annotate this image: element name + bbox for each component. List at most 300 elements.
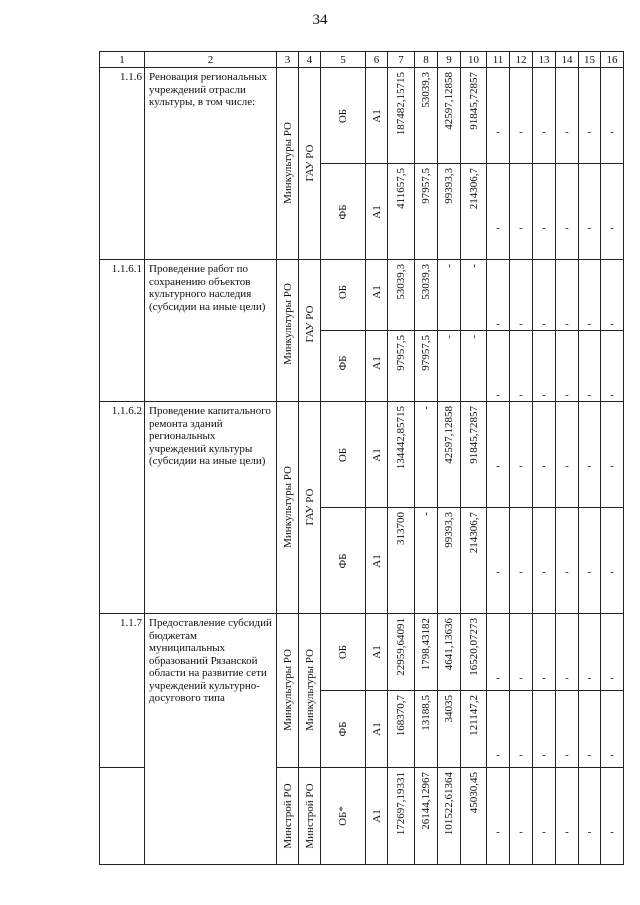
empty-mark: - xyxy=(610,460,614,472)
column-header: 15 xyxy=(579,52,601,68)
empty-cell xyxy=(601,260,624,331)
amount-cell-text: 97957,5 xyxy=(420,335,432,371)
empty-cell xyxy=(579,260,601,331)
empty-mark: - xyxy=(519,222,523,234)
amount-cell xyxy=(438,164,461,260)
funding-source-text: ОБ xyxy=(337,284,349,300)
empty-mark: - xyxy=(565,749,569,761)
empty-mark: - xyxy=(496,672,500,684)
amount-cell xyxy=(388,331,415,402)
executor-cell-text: Минстрой РО xyxy=(281,783,294,849)
executor-cell-wrap xyxy=(277,614,298,766)
empty-cell xyxy=(533,768,556,865)
amount-cell-wrap xyxy=(415,402,437,507)
empty-cell xyxy=(510,614,533,691)
funding-code-text: А1 xyxy=(370,356,383,370)
funding-code-text: А1 xyxy=(370,722,383,736)
page-number: 34 xyxy=(312,12,328,28)
funding-code-wrap xyxy=(366,768,387,864)
amount-cell-text: - xyxy=(443,264,455,268)
funding-code xyxy=(366,68,388,164)
funding-code xyxy=(366,691,388,768)
amount-cell-wrap xyxy=(461,164,486,259)
empty-mark: - xyxy=(542,460,546,472)
amount-cell xyxy=(461,331,487,402)
amount-cell-wrap xyxy=(461,402,486,507)
empty-cell xyxy=(601,508,624,614)
empty-cell xyxy=(533,508,556,614)
empty-cell xyxy=(487,331,510,402)
amount-cell xyxy=(388,68,415,164)
amount-cell xyxy=(388,164,415,260)
amount-cell-text: - xyxy=(420,512,432,516)
funding-code-wrap xyxy=(366,402,387,507)
recipient-cell-wrap xyxy=(299,402,320,612)
amount-cell-text: 45030,45 xyxy=(467,772,480,814)
recipient-cell-text: ГАУ РО xyxy=(303,488,316,526)
empty-mark: - xyxy=(610,672,614,684)
amount-cell-text: 4641,13636 xyxy=(443,618,455,671)
funding-source xyxy=(321,164,366,260)
empty-cell xyxy=(510,508,533,614)
column-header: 11 xyxy=(487,52,510,68)
amount-cell-wrap xyxy=(388,331,414,395)
column-header: 4 xyxy=(299,52,321,68)
column-header: 3 xyxy=(277,52,299,68)
executor-cell-text: Минкультуры РО xyxy=(281,466,294,548)
empty-mark: - xyxy=(565,460,569,472)
empty-cell xyxy=(601,331,624,402)
item-name: Предоставление субсидий бюджетам муниципальных образований Рязанской области на развитие сети учреждений культурно-досугового типа xyxy=(145,614,277,865)
amount-cell-text: 53039,3 xyxy=(395,264,407,300)
empty-mark: - xyxy=(519,672,523,684)
amount-cell-wrap xyxy=(415,260,437,324)
empty-cell xyxy=(601,164,624,260)
empty-cell xyxy=(487,768,510,865)
amount-cell xyxy=(388,768,415,865)
amount-cell-text: 53039,3 xyxy=(420,72,432,108)
empty-mark: - xyxy=(610,566,614,578)
funding-code xyxy=(366,331,388,402)
executor-cell-text: Минкультуры РО xyxy=(281,283,294,365)
empty-mark: - xyxy=(587,749,592,761)
funding-code-text: А1 xyxy=(370,285,383,299)
amount-cell-text: 53039,3 xyxy=(420,264,432,300)
empty-mark: - xyxy=(610,389,614,401)
funding-code-wrap xyxy=(366,260,387,324)
amount-cell xyxy=(461,508,487,614)
empty-cell xyxy=(556,260,579,331)
amount-cell-wrap xyxy=(388,508,414,613)
funding-source-wrap xyxy=(321,164,365,259)
funding-code-text: А1 xyxy=(370,108,383,123)
funding-source-wrap xyxy=(321,260,365,324)
empty-mark: - xyxy=(519,460,523,472)
empty-mark: - xyxy=(542,318,546,330)
empty-cell xyxy=(533,614,556,691)
column-header: 13 xyxy=(533,52,556,68)
funding-code xyxy=(366,614,388,691)
executor-cell-wrap xyxy=(277,402,298,612)
table-row xyxy=(100,402,624,508)
empty-mark: - xyxy=(587,126,592,138)
amount-cell-wrap xyxy=(415,508,437,613)
amount-cell-text: 121147,2 xyxy=(467,695,480,736)
amount-cell-wrap xyxy=(438,331,460,395)
empty-cell xyxy=(579,508,601,614)
amount-cell xyxy=(415,164,438,260)
funding-source xyxy=(321,402,366,508)
recipient-cell xyxy=(299,768,321,865)
empty-mark: - xyxy=(610,126,614,138)
amount-cell xyxy=(461,768,487,865)
funding-code xyxy=(366,164,388,260)
executor-cell xyxy=(277,260,299,402)
empty-mark: - xyxy=(496,318,500,330)
empty-mark: - xyxy=(610,222,614,234)
item-name: Реновация региональных учреждений отрасли культуры, в том числе: xyxy=(145,68,277,260)
executor-cell-text: Минкультуры РО xyxy=(281,122,294,204)
amount-cell xyxy=(438,508,461,614)
amount-cell-wrap xyxy=(461,768,486,864)
amount-cell-text: 411657,5 xyxy=(395,168,407,209)
empty-cell xyxy=(510,164,533,260)
funding-source xyxy=(321,691,366,768)
amount-cell xyxy=(438,260,461,331)
item-number-empty xyxy=(100,768,145,865)
empty-mark: - xyxy=(542,389,546,401)
amount-cell-text: 172697,19331 xyxy=(395,772,407,836)
amount-cell-wrap xyxy=(415,68,437,163)
item-name: Проведение капитального ремонта зданий региональных учреждений культуры (субсидии на иные цели) xyxy=(145,402,277,614)
recipient-cell-text: ГАУ РО xyxy=(303,144,316,182)
amount-cell-text: 97957,5 xyxy=(395,335,407,371)
empty-cell xyxy=(601,614,624,691)
empty-cell xyxy=(579,402,601,508)
amount-cell-wrap xyxy=(461,68,486,163)
amount-cell-wrap xyxy=(438,691,460,767)
funding-source-wrap xyxy=(321,691,365,767)
recipient-cell xyxy=(299,614,321,768)
empty-mark: - xyxy=(565,826,569,838)
empty-cell xyxy=(579,691,601,768)
amount-cell xyxy=(415,402,438,508)
empty-cell xyxy=(533,68,556,164)
funding-code-wrap xyxy=(366,331,387,395)
amount-cell-text: 16520,07273 xyxy=(467,618,480,676)
funding-source-wrap xyxy=(321,68,365,163)
empty-cell xyxy=(487,164,510,260)
empty-cell xyxy=(510,691,533,768)
amount-cell xyxy=(438,402,461,508)
empty-cell xyxy=(556,691,579,768)
amount-cell-text: 91845,72857 xyxy=(467,72,480,130)
amount-cell-text: 313700 xyxy=(395,512,407,545)
amount-cell-wrap xyxy=(461,331,486,395)
funding-source-text: ОБ* xyxy=(337,806,349,826)
funding-source xyxy=(321,331,366,402)
empty-cell xyxy=(533,260,556,331)
amount-cell xyxy=(461,691,487,768)
amount-cell-text: - xyxy=(467,264,480,268)
empty-cell xyxy=(601,691,624,768)
executor-cell xyxy=(277,614,299,768)
table-row xyxy=(100,260,624,331)
amount-cell-wrap xyxy=(461,260,486,324)
amount-cell-wrap xyxy=(415,768,437,864)
item-number: 1.1.6.2 xyxy=(100,402,145,614)
funding-source xyxy=(321,614,366,691)
funding-code xyxy=(366,768,388,865)
funding-source-text: ОБ xyxy=(337,447,349,462)
amount-cell xyxy=(415,68,438,164)
empty-cell xyxy=(533,402,556,508)
recipient-cell-wrap xyxy=(299,768,320,864)
table-body xyxy=(100,52,624,865)
amount-cell-wrap xyxy=(461,691,486,767)
amount-cell-text: 26144,12967 xyxy=(420,772,432,830)
amount-cell-wrap xyxy=(438,164,460,259)
funding-code-wrap xyxy=(366,508,387,613)
amount-cell-text: 168370,7 xyxy=(395,695,407,737)
empty-cell xyxy=(556,164,579,260)
empty-cell xyxy=(556,68,579,164)
amount-cell xyxy=(438,614,461,691)
funding-source xyxy=(321,508,366,614)
amount-cell-text: 42597,12858 xyxy=(443,406,455,464)
empty-mark: - xyxy=(542,566,546,578)
amount-cell-wrap xyxy=(438,768,460,864)
executor-cell-text: Минкультуры РО xyxy=(281,649,294,731)
funding-code-wrap xyxy=(366,68,387,163)
funding-source-text: ОБ xyxy=(337,108,349,123)
funding-source-text: ФБ xyxy=(337,721,349,737)
empty-mark: - xyxy=(565,389,569,401)
empty-cell xyxy=(510,68,533,164)
empty-cell xyxy=(510,260,533,331)
amount-cell xyxy=(461,402,487,508)
empty-cell xyxy=(510,402,533,508)
amount-cell-wrap xyxy=(438,260,460,324)
funding-code xyxy=(366,260,388,331)
funding-source-text: ОБ xyxy=(337,644,349,660)
amount-cell-wrap xyxy=(461,614,486,690)
column-header: 5 xyxy=(321,52,366,68)
empty-mark: - xyxy=(542,749,546,761)
amount-cell-text: 22959,64091 xyxy=(395,618,407,676)
amount-cell-text: 134442,85715 xyxy=(395,406,407,470)
amount-cell xyxy=(461,260,487,331)
amount-cell xyxy=(438,768,461,865)
amount-cell-text: 34035 xyxy=(443,695,455,723)
empty-mark: - xyxy=(610,318,614,330)
empty-mark: - xyxy=(587,460,592,472)
amount-cell xyxy=(388,402,415,508)
column-header: 8 xyxy=(415,52,438,68)
funding-code xyxy=(366,402,388,508)
amount-cell xyxy=(461,164,487,260)
amount-cell-wrap xyxy=(415,691,437,767)
amount-cell-wrap xyxy=(388,691,414,767)
column-header: 1 xyxy=(100,52,145,68)
funding-source-text: ФБ xyxy=(337,203,349,220)
amount-cell-text: 42597,12858 xyxy=(443,72,455,130)
funding-code-text: А1 xyxy=(370,447,383,462)
amount-cell xyxy=(415,260,438,331)
amount-cell xyxy=(388,614,415,691)
table-row xyxy=(100,614,624,691)
executor-cell-wrap xyxy=(277,260,298,388)
amount-cell-wrap xyxy=(415,164,437,259)
recipient-cell-wrap xyxy=(299,260,320,388)
empty-cell xyxy=(487,402,510,508)
funding-source-wrap xyxy=(321,614,365,690)
funding-source-text: ФБ xyxy=(337,552,349,569)
recipient-cell xyxy=(299,402,321,614)
amount-cell xyxy=(415,768,438,865)
recipient-cell-wrap xyxy=(299,68,320,258)
empty-cell xyxy=(487,68,510,164)
funding-source-text: ФБ xyxy=(337,355,349,371)
empty-mark: - xyxy=(496,566,500,578)
empty-mark: - xyxy=(587,672,592,684)
amount-cell-text: 1798,43182 xyxy=(420,618,432,671)
empty-mark: - xyxy=(496,826,500,838)
column-header: 10 xyxy=(461,52,487,68)
executor-cell xyxy=(277,402,299,614)
funding-code-text: А1 xyxy=(370,204,383,219)
empty-cell xyxy=(556,331,579,402)
column-header: 6 xyxy=(366,52,388,68)
funding-source xyxy=(321,260,366,331)
amount-cell-wrap xyxy=(438,508,460,613)
column-header: 16 xyxy=(601,52,624,68)
empty-cell xyxy=(579,164,601,260)
empty-mark: - xyxy=(542,222,546,234)
funding-source-wrap xyxy=(321,768,365,864)
empty-mark: - xyxy=(565,222,569,234)
amount-cell-wrap xyxy=(438,68,460,163)
empty-cell xyxy=(601,68,624,164)
amount-cell-wrap xyxy=(415,331,437,395)
amount-cell-text: 101522,61364 xyxy=(443,772,455,836)
recipient-cell-text: Минкультуры РО xyxy=(303,649,316,731)
empty-mark: - xyxy=(519,566,523,578)
empty-cell xyxy=(510,331,533,402)
empty-mark: - xyxy=(519,389,523,401)
column-header: 9 xyxy=(438,52,461,68)
empty-cell xyxy=(579,614,601,691)
amount-cell-text: 214306,7 xyxy=(467,512,480,554)
amount-cell xyxy=(388,508,415,614)
empty-mark: - xyxy=(496,222,500,234)
empty-mark: - xyxy=(496,389,500,401)
amount-cell-text: 214306,7 xyxy=(467,168,480,210)
empty-mark: - xyxy=(496,460,500,472)
empty-mark: - xyxy=(610,826,614,838)
empty-mark: - xyxy=(587,566,592,578)
empty-cell xyxy=(556,614,579,691)
empty-cell xyxy=(533,331,556,402)
recipient-cell-text: Минстрой РО xyxy=(303,783,316,849)
empty-mark: - xyxy=(587,826,592,838)
executor-cell-wrap xyxy=(277,768,298,864)
amount-cell-wrap xyxy=(388,260,414,324)
amount-cell-text: 13188,5 xyxy=(420,695,432,731)
empty-cell xyxy=(487,508,510,614)
amount-cell xyxy=(438,331,461,402)
empty-cell xyxy=(533,164,556,260)
recipient-cell xyxy=(299,260,321,402)
funding-source-wrap xyxy=(321,402,365,507)
column-header: 2 xyxy=(145,52,277,68)
table-row xyxy=(100,68,624,164)
empty-mark: - xyxy=(519,318,523,330)
budget-table xyxy=(99,51,624,865)
column-header: 14 xyxy=(556,52,579,68)
funding-source xyxy=(321,768,366,865)
item-number: 1.1.7 xyxy=(100,614,145,768)
item-name: Проведение работ по сохранению объектов культурного наследия (субсидии на иные цели) xyxy=(145,260,277,402)
empty-cell xyxy=(533,691,556,768)
amount-cell xyxy=(388,260,415,331)
amount-cell-wrap xyxy=(388,768,414,864)
empty-mark: - xyxy=(496,749,500,761)
empty-cell xyxy=(579,768,601,865)
amount-cell xyxy=(388,691,415,768)
empty-mark: - xyxy=(565,126,569,138)
empty-cell xyxy=(487,691,510,768)
empty-mark: - xyxy=(565,566,569,578)
funding-code-text: А1 xyxy=(370,553,383,568)
empty-cell xyxy=(487,614,510,691)
amount-cell-wrap xyxy=(438,614,460,690)
empty-mark: - xyxy=(610,749,614,761)
empty-cell xyxy=(487,260,510,331)
empty-mark: - xyxy=(519,126,523,138)
empty-mark: - xyxy=(587,389,592,401)
executor-cell xyxy=(277,768,299,865)
funding-source-wrap xyxy=(321,508,365,613)
amount-cell-text: 99393,3 xyxy=(443,512,455,548)
amount-cell xyxy=(461,614,487,691)
amount-cell-text: 187482,15715 xyxy=(395,72,407,136)
empty-cell xyxy=(556,768,579,865)
empty-mark: - xyxy=(542,126,546,138)
empty-cell xyxy=(556,508,579,614)
recipient-cell-wrap xyxy=(299,614,320,766)
funding-code-text: А1 xyxy=(370,809,383,823)
funding-code-text: А1 xyxy=(370,645,383,659)
empty-mark: - xyxy=(587,222,592,234)
amount-cell-text: 91845,72857 xyxy=(467,406,480,464)
amount-cell xyxy=(438,68,461,164)
empty-cell xyxy=(579,331,601,402)
executor-cell xyxy=(277,68,299,260)
recipient-cell-text: ГАУ РО xyxy=(303,305,316,343)
amount-cell-text: - xyxy=(467,335,480,339)
recipient-cell xyxy=(299,68,321,260)
amount-cell xyxy=(415,691,438,768)
funding-code xyxy=(366,508,388,614)
amount-cell-wrap xyxy=(388,164,414,259)
amount-cell-text: 97957,5 xyxy=(420,168,432,204)
funding-source xyxy=(321,68,366,164)
column-header: 7 xyxy=(388,52,415,68)
empty-mark: - xyxy=(542,826,546,838)
empty-cell xyxy=(601,768,624,865)
empty-mark: - xyxy=(587,318,592,330)
